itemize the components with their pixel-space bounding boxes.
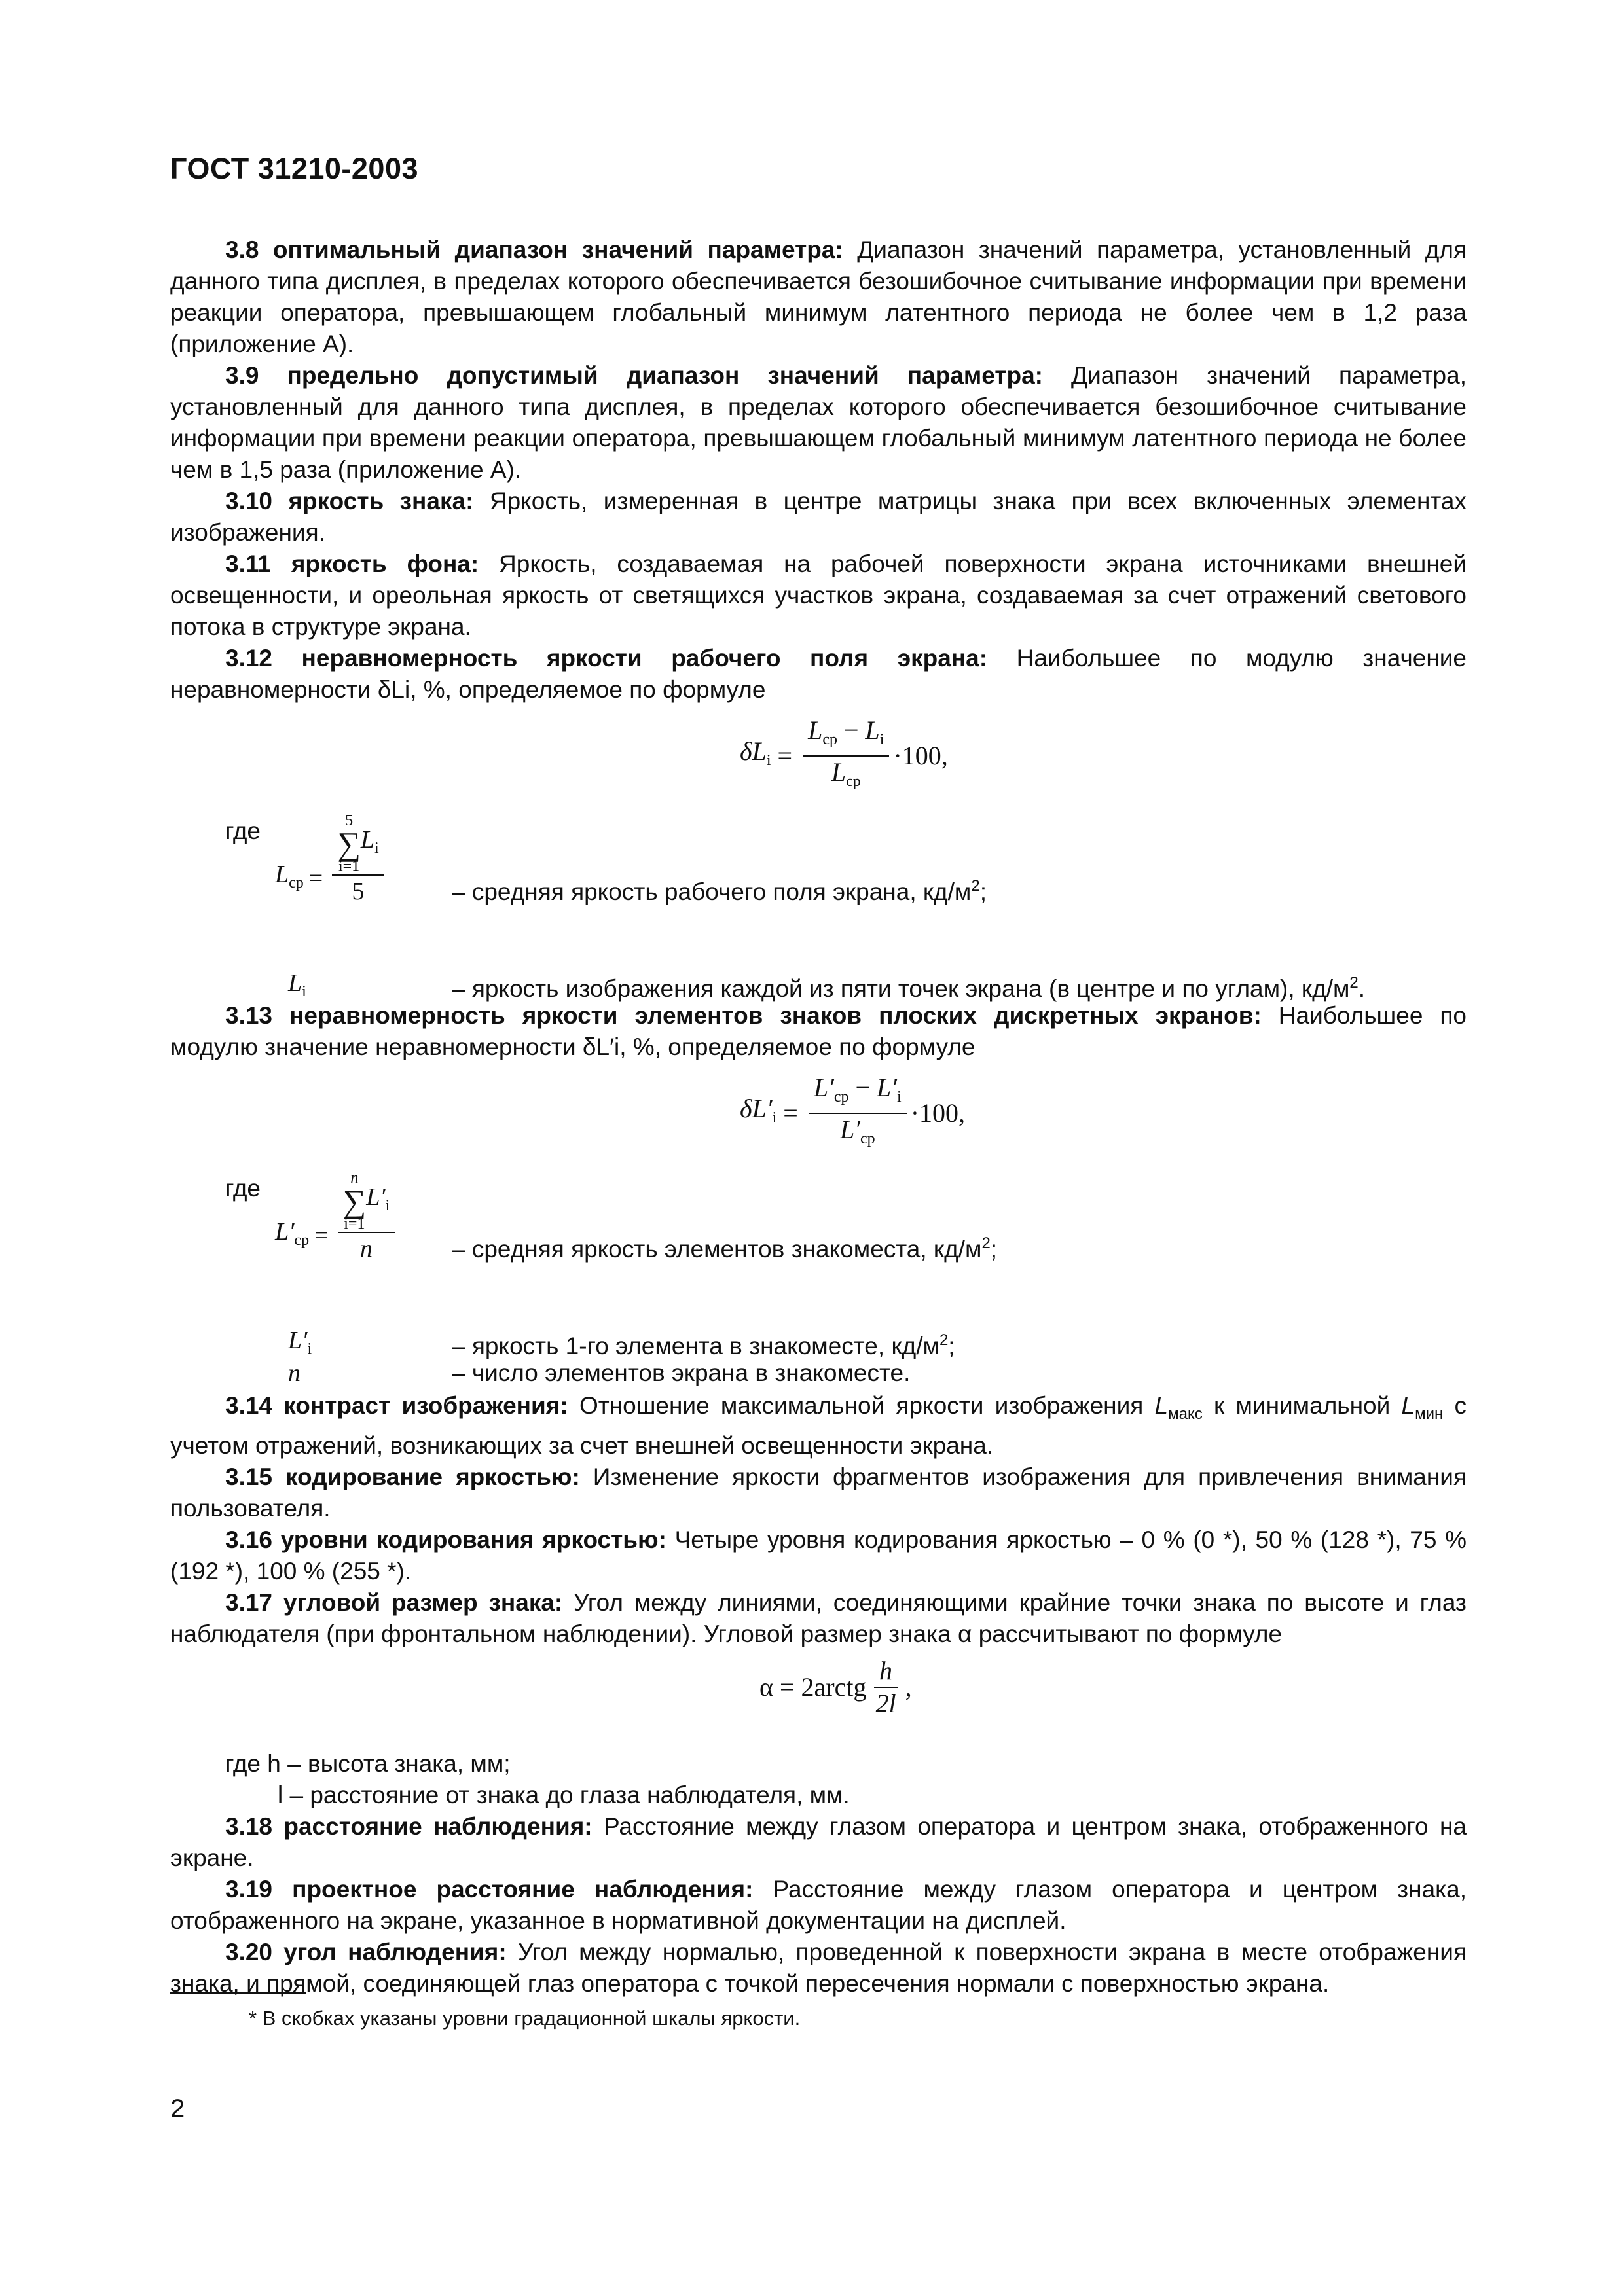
numerator: $L_{ср} - L_i$ (803, 715, 889, 757)
section-3-19 (170, 1874, 1467, 1937)
where-l: l – расстояние от знака до глаза наблюдателя, мм. (278, 1782, 850, 1808)
section-3-18 (170, 1811, 1467, 1874)
lmin-symbol: $L_{мин}$ (1401, 1392, 1444, 1423)
formula-tail: ·100, (893, 741, 948, 770)
term: 3.13 неравномерность яркости элементов знаков плоских дискретных экранов: (225, 1002, 1262, 1029)
formula (759, 1655, 912, 1719)
definition: Изменение яркости фрагментов изображения для привлечения внимания пользователя. (170, 1463, 1467, 1522)
where-description: – средняя яркость элементов знакоместа, $кд/м^2$; (452, 1234, 998, 1263)
symbol: $L_i$ (288, 969, 306, 1000)
fraction (870, 1655, 901, 1719)
term: 3.10 яркость знака: (225, 488, 474, 514)
formula-element-nonuniformity (170, 1063, 1467, 1168)
formula-lhs: $\delta L'_i$ (740, 1094, 777, 1126)
sum-denominator: n (359, 1235, 373, 1263)
symbol: $L'_i$ (288, 1327, 312, 1357)
where-description: – средняя яркость рабочего поля экрана, $кд/м^2$; (452, 877, 987, 905)
footnote: * В скобках указаны уровни градационной шкалы яркости. (249, 2007, 801, 2030)
section-3-14: 3.14 контраст изображения: Отношение максимальной яркости изображения $L_{макс}$ к минимальной $L_{мин}$ с учетом отражений, возникающих за счет внешней освещенности экрана. (170, 1392, 1467, 1459)
sum-formula (275, 1168, 399, 1265)
formula-lhs: $\delta L_i$ (740, 736, 771, 769)
section-3-20 (170, 1937, 1467, 2000)
denominator: $L'_{ср}$ (839, 1115, 875, 1147)
definition-li (170, 967, 1467, 1000)
numerator: $L'_{ср} - L'_i$ (809, 1072, 907, 1114)
page-number: 2 (170, 2094, 185, 2123)
where-block-average-element-brightness (170, 1168, 1467, 1325)
sum-formula (275, 810, 388, 907)
lmax-symbol: $L_{макс}$ (1154, 1392, 1203, 1423)
section-3-15 (170, 1462, 1467, 1524)
term: 3.8 оптимальный диапазон значений параметра: (225, 236, 843, 263)
definition: Угол между нормалью, проведенной к поверхности экрана в месте отображения знака, и прямой, соединяющей глаз оператора с точкой пересечения нормали с поверхностью экрана. (170, 1939, 1467, 1997)
definition: Угол между линиями, соединяющими крайние точки знака по высоте и глаз наблюдателя (при фронтальном наблюдении). Угловой размер знака α рассчитывают по формуле (170, 1589, 1467, 1647)
symbol-description: – число элементов экрана в знакоместе. (452, 1359, 911, 1386)
where-block-average-brightness (170, 810, 1467, 967)
section-3-12 (170, 643, 1467, 706)
denominator: 2l (875, 1689, 896, 1718)
section-3-8 (170, 234, 1467, 360)
sum-numerator: 5 ∑ i=1 $L_i$ (332, 813, 384, 876)
sum-term: $L'_i$ (366, 1183, 390, 1214)
footnote-divider (170, 1992, 306, 1994)
sum-denominator: 5 (352, 878, 365, 905)
term: 3.16 уровни кодирования яркостью: (225, 1526, 666, 1553)
sum-lhs: $L'_{ср}$ (275, 1217, 310, 1249)
sum-lhs: $L_{ср}$ (275, 860, 304, 891)
term: 3.9 предельно допустимый диапазон значений параметра: (225, 362, 1043, 389)
formula-tail: ·100, (910, 1098, 966, 1128)
section-3-9 (170, 360, 1467, 486)
fraction (803, 715, 889, 797)
section-3-16 (170, 1524, 1467, 1587)
equals-sign: = (771, 741, 799, 770)
equals-sign: = (776, 1098, 805, 1128)
sum-fraction (338, 1170, 395, 1265)
term: 3.15 кодирование яркостью: (225, 1463, 580, 1490)
term: 3.19 проектное расстояние наблюдения: (225, 1876, 754, 1903)
definition: Четыре уровня кодирования яркостью – 0 % (0 *), 50 % (128 *), 75 % (192 *), 100 % (255 *). (170, 1526, 1467, 1585)
equals-sign: = (308, 865, 323, 892)
definition: Яркость, создаваемая на рабочей поверхности экрана источниками внешней освещенности, и ореольная яркость от светящихся участков экрана, создаваемая за счет отражений светового потока в структуре экрана. (170, 550, 1467, 640)
term: 3.12 неравномерность яркости рабочего поля экрана: (225, 645, 988, 672)
where-label: где (225, 817, 261, 844)
symbol-description: – яркость 1-го элемента в знакоместе, $кд/м^2$; (452, 1331, 955, 1359)
denominator: $L_{ср}$ (831, 757, 861, 790)
definition: Наибольшее по модулю значение неравномерности δL′i, %, определяемое по формуле (170, 1002, 1467, 1060)
definition-l1 (170, 1325, 1467, 1357)
section-3-13 (170, 1000, 1467, 1063)
definition: Наибольшее по модулю значение неравномерности δLi, %, определяемое по формуле (170, 645, 1467, 703)
symbol: n (288, 1359, 301, 1387)
formula (740, 1072, 965, 1155)
term: 3.11 яркость фона: (225, 550, 479, 577)
symbol-description: – яркость изображения каждой из пяти точек экрана (в центре и по углам), $кд/м^2$. (452, 974, 1366, 1002)
definition: Диапазон значений параметра, установленный для данного типа дисплея, в пределах которого обеспечивается безошибочное считывание информации при времени реакции оператора, превышающем глобальный минимум латентного периода не более чем в 1,5 раза (приложение А). (170, 362, 1467, 483)
sum-fraction (332, 813, 384, 907)
document-code-header: ГОСТ 31210-2003 (170, 152, 419, 185)
sum-term: $L_i$ (360, 825, 379, 857)
definition-n (170, 1357, 1467, 1390)
section-3-11 (170, 548, 1467, 643)
section-3-10 (170, 486, 1467, 548)
where-label: где (225, 1175, 261, 1202)
sum-numerator: n ∑ i=1 $L'_i$ (338, 1170, 395, 1233)
numerator: h (874, 1655, 898, 1688)
formula-lhs: α = 2arctg (759, 1672, 867, 1702)
definition: Расстояние между глазом оператора и центром знака, отображенного на экране, указанное в нормативной документации на дисплей. (170, 1876, 1467, 1934)
formula (740, 715, 948, 797)
section-3-17 (170, 1587, 1467, 1650)
definition: Яркость, измеренная в центре матрицы знака при всех включенных элементах изображения. (170, 488, 1467, 546)
formula-brightness-nonuniformity (170, 706, 1467, 810)
term: 3.17 угловой размер знака: (225, 1589, 563, 1616)
where-h: где h – высота знака, мм; (225, 1750, 511, 1777)
equals-sign: = (314, 1222, 329, 1249)
definition: Расстояние между глазом оператора и центром знака, отображенного на экране. (170, 1813, 1467, 1871)
term: 3.14 контраст изображения: (225, 1392, 568, 1419)
term: 3.20 угол наблюдения: (225, 1939, 507, 1965)
fraction (809, 1072, 907, 1155)
term: 3.18 расстояние наблюдения: (225, 1813, 593, 1840)
document-body (170, 234, 1467, 2000)
definition: Диапазон значений параметра, установленный для данного типа дисплея, в пределах которого обеспечивается безошибочное считывание информации при времени реакции оператора, превышающем глобальный минимум латентного периода не более чем в 1,2 раза (приложение А). (170, 236, 1467, 357)
formula-angular-size (170, 1650, 1467, 1748)
formula-tail: , (905, 1672, 912, 1702)
